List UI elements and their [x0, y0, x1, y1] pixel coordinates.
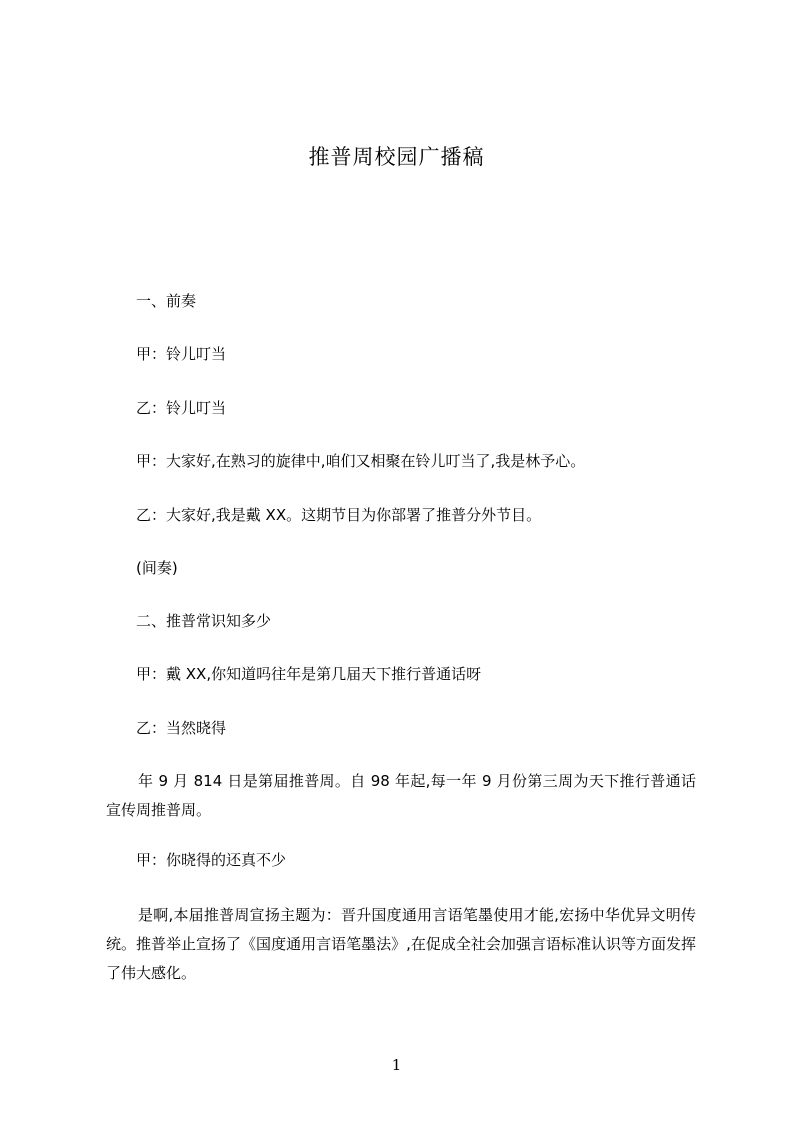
body-paragraph: 是啊,本届推普周宣扬主题为：晋升国度通用言语笔墨使用才能,宏扬中华优异文明传统。推普举止宣扬了《国度通用言语笔墨法》,在促成全社会加强言语标准认识等方面发挥了伟大感化。: [106, 906, 696, 982]
dialogue-line: 甲：戴 XX,你知道吗往年是第几届天下推行普通话呀: [136, 665, 482, 683]
document-title: 推普周校园广播稿: [308, 145, 485, 169]
interlude-note: (间奏): [136, 559, 178, 577]
dialogue-line: 乙：当然晓得: [136, 719, 227, 737]
page-number: 1: [391, 1056, 402, 1074]
dialogue-line: 甲：铃儿叮当: [136, 345, 227, 363]
dialogue-line: 甲：你晓得的还真不少: [136, 851, 287, 869]
dialogue-line: 乙：铃儿叮当: [136, 399, 227, 417]
body-paragraph: 年 9 月 814 日是第届推普周。自 98 年起,每一年 9 月份第三周为天下推行普通话宣传周推普周。: [106, 772, 696, 819]
section-heading-prelude: 一、前奏: [136, 292, 197, 310]
dialogue-line: 甲：大家好,在熟习的旋律中,咱们又相聚在铃儿叮当了,我是林予心。: [136, 452, 586, 470]
dialogue-line: 乙：大家好,我是戴 XX。这期节目为你部署了推普分外节目。: [136, 506, 542, 524]
section-heading-knowledge: 二、推普常识知多少: [136, 612, 272, 630]
